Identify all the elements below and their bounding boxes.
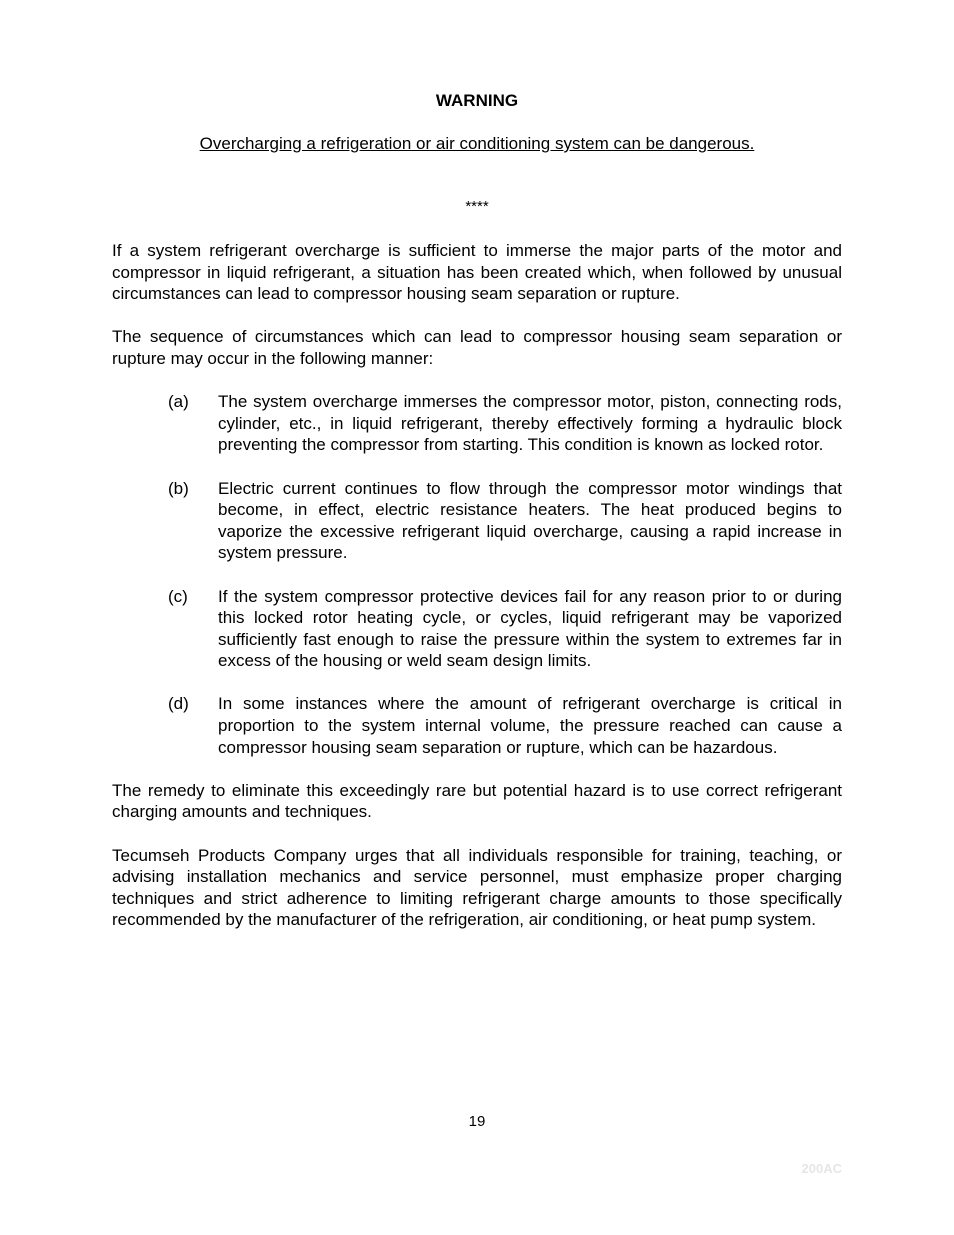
list-item-text: In some instances where the amount of refrigerant overcharge is critical in proportion to the system internal volume, the pressure reached can cause a compressor housing seam separation or rupture, which can be hazardous. — [218, 694, 842, 757]
paragraph-sequence-intro: The sequence of circumstances which can lead to compressor housing seam separation or rupture may occur in the following manner: — [112, 327, 842, 368]
list-item-text: Electric current continues to flow through the compressor motor windings that become, in effect, electric resistance heaters. The heat produced begins to vaporize the excessive refrigerant liquid overcharge, causing a rapid increase in system pressure. — [218, 478, 842, 563]
warning-heading: WARNING — [435, 91, 519, 110]
document-code: 200AC — [801, 1161, 842, 1176]
list-item — [112, 478, 842, 564]
list-item-text: If the system compressor protective devices fail for any reason prior to or during this locked rotor heating cycle, or cycles, liquid refrigerant may be vaporized sufficiently fast enough to raise the pressure within the system to extremes far in excess of the housing or weld seam design limits. — [218, 586, 842, 671]
list-item-marker: (c) — [168, 586, 188, 606]
list-item-text: The system overcharge immerses the compressor motor, piston, connecting rods, cylinder, etc., in liquid refrigerant, thereby effectively forming a hydraulic block preventing the compressor from starting. This condition is known as locked rotor. — [218, 392, 842, 455]
list-item-marker: (d) — [168, 694, 189, 714]
warning-subheading: Overcharging a refrigeration or air conditioning system can be dangerous. — [199, 134, 755, 153]
list-item — [112, 391, 842, 456]
paragraph-tecumseh-urges: Tecumseh Products Company urges that all individuals responsible for training, teaching, or advising installation mechanics and service personnel, must emphasize proper charging techniques and strict adherence to limiting refrigerant charge amounts to those specifically recommended by the manufacturer of the refrigeration, air conditioning, or heat pump system. — [112, 845, 842, 930]
page-number: 19 — [468, 1113, 486, 1130]
paragraph-overcharge-intro: If a system refrigerant overcharge is sufficient to immerse the major parts of the motor and compressor in liquid refrigerant, a situation has been created which, when followed by unusual circumstances can lead to compressor housing seam separation or rupture. — [112, 241, 842, 304]
list-item-marker: (a) — [168, 392, 189, 412]
paragraph-remedy: The remedy to eliminate this exceedingly rare but potential hazard is to use correct refrigerant charging amounts and techniques. — [112, 780, 842, 822]
document-body — [112, 240, 842, 953]
list-item — [112, 693, 842, 758]
circumstances-list — [112, 391, 842, 758]
list-item-marker: (b) — [168, 478, 189, 498]
list-item — [112, 586, 842, 672]
section-separator: **** — [465, 198, 489, 215]
